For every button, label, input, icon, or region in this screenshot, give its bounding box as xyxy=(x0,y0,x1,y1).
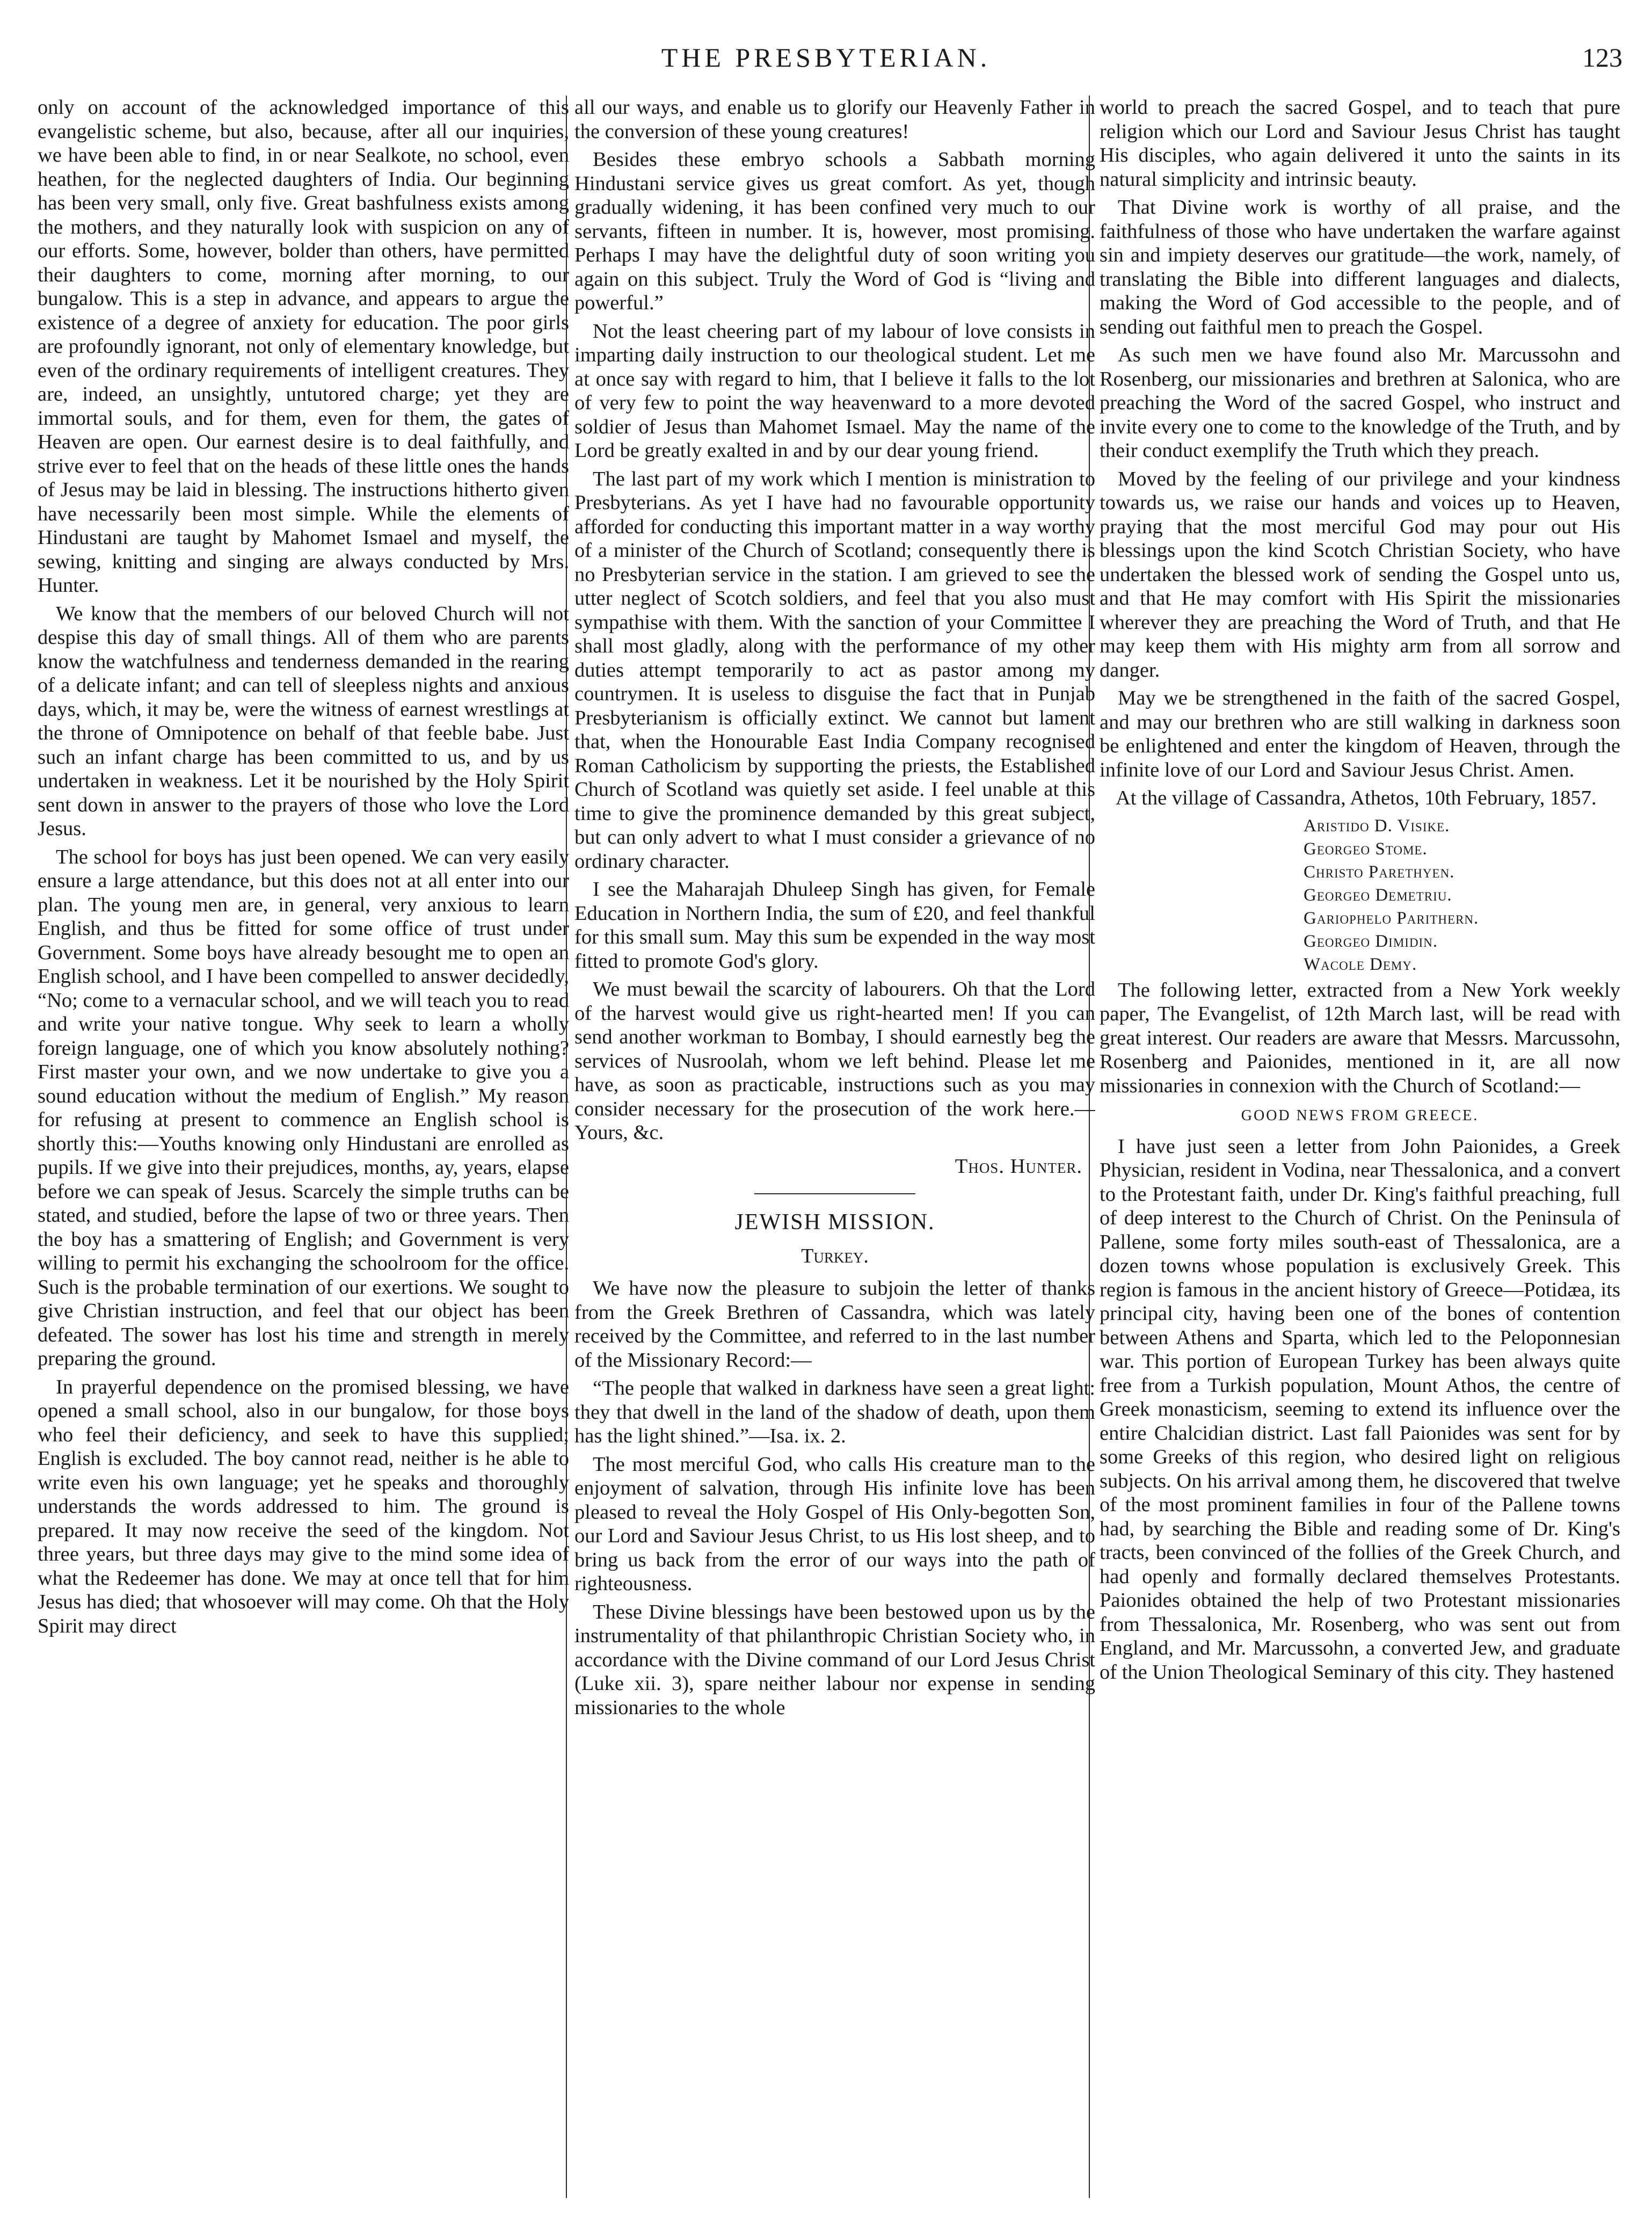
running-title: THE PRESBYTERIAN. xyxy=(661,42,991,72)
paragraph: That Divine work is worthy of all praise, and the faithfulness of those who have undertaken the warfare against sin and impiety deserves our gratitude—the work, namely, of translating the Bible into different languages and dialects, making the Word of God accessible to the people, and of sending out faithful men to preach the Gospel. xyxy=(1100,196,1620,338)
paragraph: These Divine blessings have been bestowed upon us by the instrumentality of that philanthropic Christian Society who, in accordance with the Divine command of our Lord Jesus Christ (Luke xii. 3), spare neither labour nor expense in sending missionaries to the whole xyxy=(574,1600,1095,1719)
paragraph: Moved by the feeling of our privilege and your kindness towards us, we raise our hands and voices up to Heaven, praying that the most merciful God may pour out His blessings upon the kind Scotch Christian Society, who have undertaken the blessed work of sending the Gospel unto us, and that He may comfort with His Spirit the missionaries wherever they are preaching the Word of Truth, and that He may keep them with His mighty arm from all sorrow and danger. xyxy=(1100,467,1620,681)
section-divider xyxy=(754,1193,915,1194)
paragraph: I have just seen a letter from John Paionides, a Greek Physician, resident in Vodina, near Thessalonica, and a convert to the Protestant faith, under Dr. King's faithful preaching, full of deep interest to the Church of Christ. On the Peninsula of Pallene, some forty miles south-east of Thessalonica, are a dozen towns whose population is exclusively Greek. This region is famous in the ancient history of Greece—Potidæa, its principal city, having been one of the bones of contention between Athens and Sparta, which led to the Peloponnesian war. This portion of European Turkey has been always quite free from a Turkish population, Mount Athos, the centre of Greek monasticism, seeming to extend its influence over the entire Chalcidian district. Last fall Paionides was sent for by some Greeks of this region, who desired light on religious subjects. On his arrival among them, he discovered that twelve of the most prominent families in four of the Pallene towns had, by searching the Bible and reading some of Dr. King's tracts, been convinced of the follies of the Greek Church, and had openly and formally declared themselves Protestants. Paionides obtained the help of two Protestant missionaries from Thessalonica, Mr. Rosenberg, who was sent out from England, and Mr. Marcussohn, a converted Jew, and graduate of the Union Theological Seminary of this city. They hastened xyxy=(1100,1135,1620,1684)
paragraph: The last part of my work which I mention is ministration to Presbyterians. As yet I have had no favourable opportunity afforded for conducting this important matter in a way worthy of a minister of the Church of Scotland; consequently there is no Presbyterian service in the station. I am grieved to see the utter neglect of Scotch soldiers, and feel that you also must sympathise with them. With the sanction of your Committee I shall most gladly, along with the performance of my other duties attempt temporarily to act as pastor among my countrymen. It is useless to disguise the fact that in Punjab Presbyterianism is officially extinct. We cannot but lament that, when the Honourable East India Company recognised Roman Catholicism by supporting the priests, the Established Church of Scotland was quietly set aside. I feel unable at this time to give the prominence demanded by this great subject, but can only advert to what I must consider a grievance of no ordinary character. xyxy=(574,467,1095,873)
signatory-name: Wacole Demy. xyxy=(1304,954,1417,974)
signatory-name: Georgeo Demetriu. xyxy=(1304,885,1452,905)
paragraph: The school for boys has just been opened. We can very easily ensure a large attendance, but this does not at all enter into our plan. The young men are, in general, very anxious to learn English, and thus be fitted for some office of trust under Government. Some boys have already besought me to open an English school, and I have been compelled to answer decidedly, “No; come to a vernacular school, and we will teach you to read and write your native tongue. Why seek to learn a wholly foreign language, one of which you know absolutely nothing? First master your own, and we now undertake to give you a sound education without the medium of English.” My reason for refusing at present to commence an English school is shortly this:—Youths knowing only Hindustani are enrolled as pupils. If we give into their prejudices, months, ay, years, elapse before we can speak of Jesus. Scarcely the simple truths can be stated, and studied, before the lapse of two or three years. Then the boy has a smattering of English; and Government is very willing to permit his exchanging the schoolroom for the office. Such is the probable termination of our exertions. We sought to give Christian instruction, and feel that our object has been defeated. The sower has lost his time and strength in merely preparing the ground. xyxy=(38,845,569,1370)
paragraph: Besides these embryo schools a Sabbath morning Hindustani service gives us great comfort. As yet, though gradually widening, it has been confined very much to our servants, fifteen in number. It is, however, most promising. Perhaps I may have the delightful duty of soon writing you again on this subject. Truly the Word of God is “living and powerful.” xyxy=(574,148,1095,314)
paragraph: I see the Maharajah Dhuleep Singh has given, for Female Education in Northern India, the sum of £20, and feel thankful for this small sum. May this sum be expended in the way most fitted to promote God's glory. xyxy=(574,878,1095,973)
signatory-name: Christo Parethyen. xyxy=(1304,862,1455,882)
letter-dateline: At the village of Cassandra, Athetos, 10th February, 1857. xyxy=(1116,787,1597,809)
column-3 xyxy=(1100,96,1620,2201)
paragraph: all our ways, and enable us to glorify our Heavenly Father in the conversion of these young creatures! xyxy=(574,96,1095,143)
paragraph: We know that the members of our beloved Church will not despise this day of small things. All of them who are parents know the watchfulness and tenderness demanded in the rearing of a delicate infant; and can tell of sleepless nights and anxious days, which, it may be, were the witness of earnest wrestlings at the throne of Omnipotence on behalf of that feeble babe. Just such an infant charge has been committed to us, and by us undertaken in weakness. Let it be nourished by the Holy Spirit sent down in answer to the prayers of those who love the Lord Jesus. xyxy=(38,602,569,840)
paragraph: The most merciful God, who calls His creature man to the enjoyment of salvation, through His infinite love has been pleased to reveal the Holy Gospel of His Only-begotten Son, our Lord and Saviour Jesus Christ, to us His lost sheep, and to bring us back from the error of our ways into the path of righteousness. xyxy=(574,1453,1095,1595)
paragraph: As such men we have found also Mr. Marcussohn and Rosenberg, our missionaries and brethren at Salonica, who are preaching the Word of the sacred Gospel, who instruct and invite every one to come to the knowledge of the Truth, and by their conduct exemplify the Truth which they preach. xyxy=(1100,344,1620,462)
paragraph: Not the least cheering part of my labour of love consists in imparting daily instruction to our theological student. Let me at once say with regard to him, that I believe it falls to the lot of very few to point the way heavenward to a more devoted soldier of Jesus than Mahomet Ismael. May the name of the Lord be greatly exalted in and by our dear young friend. xyxy=(574,320,1095,462)
signatory-name: Gariophelo Parithern. xyxy=(1304,908,1479,928)
signatory-list xyxy=(1100,815,1620,976)
paragraph: The following letter, extracted from a New York weekly paper, The Evangelist, of 12th March last, will be read with great interest. Our readers are aware that Messrs. Marcussohn, Rosenberg and Paionides, mentioned in it, are all now missionaries in connexion with the Church of Scotland:— xyxy=(1100,978,1620,1097)
paragraph: May we be strengthened in the faith of the sacred Gospel, and may our brethren who are still walking in darkness soon be enlightened and enter the kingdom of Heaven, through the infinite love of our Lord and Saviour Jesus Christ. Amen. xyxy=(1100,687,1620,781)
scripture-quote: “The people that walked in darkness have seen a great light: they that dwell in the land of the shadow of death, upon them has the light shined.”—Isa. ix. 2. xyxy=(574,1377,1095,1447)
section-title: JEWISH MISSION. xyxy=(734,1210,935,1235)
page-number: 123 xyxy=(1582,42,1622,72)
letter-signature: Thos. Hunter. xyxy=(955,1155,1082,1178)
column-2 xyxy=(574,96,1095,2201)
column-1 xyxy=(38,96,569,2201)
section-subtitle: Turkey. xyxy=(801,1244,869,1267)
paragraph: We must bewail the scarcity of labourers. Oh that the Lord of the harvest would give us right-hearted men! If you can send another workman to Bombay, I should earnestly beg the services of Nusroolah, whom we left behind. Please let me have, as soon as practicable, instructions such as you may consider necessary for the prosecution of the work here.—Yours, &c. xyxy=(574,978,1095,1144)
paragraph: We have now the pleasure to subjoin the letter of thanks from the Greek Brethren of Cassandra, which was lately received by the Committee, and referred to in the last number of the Missionary Record:— xyxy=(574,1277,1095,1372)
page-header xyxy=(30,42,1622,79)
paragraph: world to preach the sacred Gospel, and to teach that pure religion which our Lord and Saviour Jesus Christ has taught His disciples, who again delivered it unto the saints in its natural simplicity and intrinsic beauty. xyxy=(1100,96,1620,191)
signatory-name: Georgeo Dimidin. xyxy=(1304,931,1438,951)
signatory-name: Georgeo Stome. xyxy=(1304,839,1428,859)
paragraph: In prayerful dependence on the promised blessing, we have opened a small school, also in our bungalow, for those boys who feel their deficiency, and seek to have this supplied; English is excluded. The boy cannot read, neither is he able to write even his own language; yet he speaks and thoroughly understands the words addressed to him. The ground is prepared. It may now receive the seed of the kingdom. Not three years, but three days may give to the mind some idea of what the Redeemer has done. We may at once tell that for him Jesus has died; that whosoever will may come. Oh that the Holy Spirit may direct xyxy=(38,1375,569,1637)
signatory-name: Aristido D. Visike. xyxy=(1304,816,1450,836)
article-heading: GOOD NEWS FROM GREECE. xyxy=(1241,1107,1479,1124)
paragraph: only on account of the acknowledged importance of this evangelistic scheme, but also, because, after all our inquiries, we have been able to find, in or near Sealkote, no school, even heathen, for the neglected daughters of India. Our beginning has been very small, only five. Great bashfulness exists among the mothers, and they naturally look with suspicion on any of our efforts. Some, however, bolder than others, have permitted their daughters to come, morning after morning, to our bungalow. This is a step in advance, and appears to argue the existence of a degree of anxiety for education. The poor girls are profoundly ignorant, not only of elementary knowledge, but even of the ordinary requirements of intelligent creatures. They are, indeed, an unsightly, untutored charge; yet they are immortal souls, and for them, even for them, the gates of Heaven are open. Our earnest desire is to deal faithfully, and strive ever to feel that on the heads of these little ones the hands of Jesus may be laid in blessing. The instructions hitherto given have necessarily been most simple. While the elements of Hindustani are taught by Mahomet Ismael and myself, the sewing, knitting and singing are always conducted by Mrs. Hunter. xyxy=(38,96,569,597)
